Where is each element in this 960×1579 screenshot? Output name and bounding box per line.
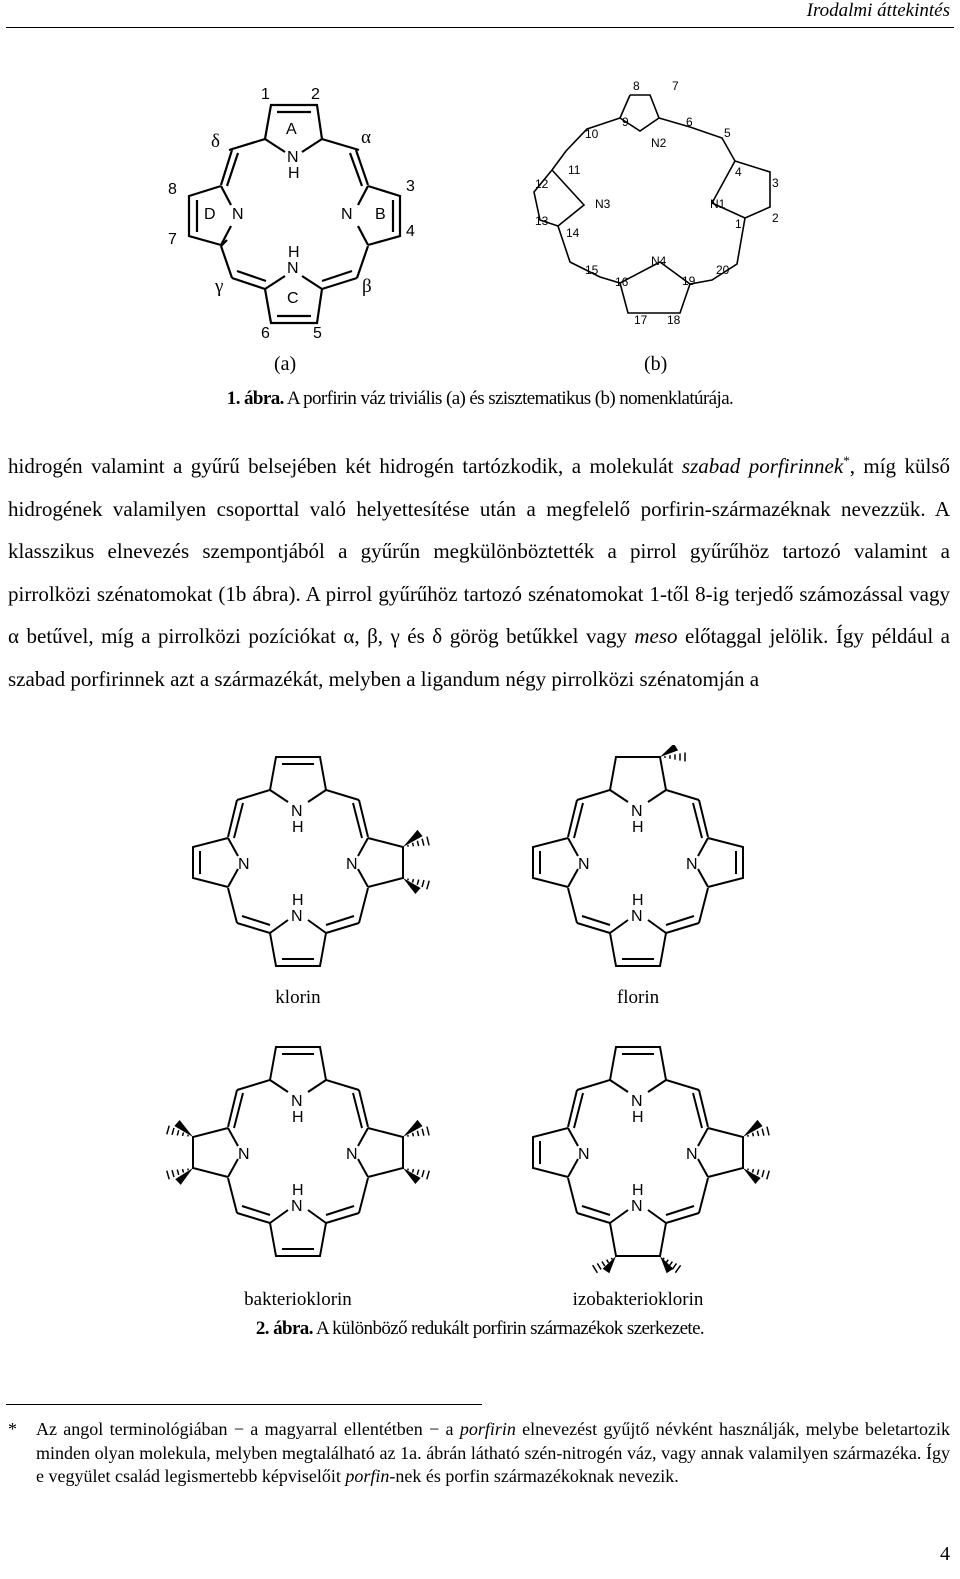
h-atom: H — [288, 244, 300, 261]
n-atom: N — [631, 1093, 643, 1110]
sys-number: 15 — [585, 263, 599, 277]
position-number: 7 — [168, 231, 177, 248]
n-atom: N — [238, 1146, 250, 1163]
n-atom: N — [232, 206, 244, 223]
greek-alpha: α — [361, 127, 371, 148]
figure-2-caption-num: 2. ábra. — [255, 1318, 313, 1339]
h-atom: H — [292, 892, 304, 909]
greek-delta: δ — [211, 131, 220, 152]
figure-label-a: (a) — [274, 353, 297, 375]
sys-number: 9 — [622, 115, 629, 129]
header-title: Irodalmi áttekintés — [806, 0, 950, 21]
sys-number: 3 — [772, 176, 779, 190]
reduced-porphyrin-structure — [533, 1047, 769, 1310]
ring-letter-d: D — [204, 206, 216, 223]
position-number: 4 — [406, 223, 415, 240]
n-atom: N — [631, 803, 643, 820]
structure-name-label: florin — [616, 987, 660, 1008]
position-number: 1 — [261, 86, 270, 103]
position-number: 2 — [311, 86, 320, 103]
n4-label: N4 — [651, 254, 667, 268]
sys-number: 13 — [535, 214, 549, 228]
h-atom: H — [292, 819, 304, 836]
position-number: 8 — [168, 181, 177, 198]
n1-label: N1 — [710, 197, 726, 211]
sys-number: 7 — [672, 79, 679, 93]
ring-letter-c: C — [287, 290, 299, 307]
figure-1-caption-text: A porfirin váz triviális (a) és szisztematikus (b) nomenklatúrája. — [283, 388, 734, 409]
n-atom: N — [346, 856, 358, 873]
sys-number: 17 — [634, 313, 648, 327]
porphyrin-systematic-diagram — [534, 95, 770, 313]
position-number: 5 — [313, 325, 322, 342]
greek-beta: β — [362, 276, 372, 297]
n-atom: N — [686, 856, 698, 873]
footnote-mark: * — [8, 1419, 17, 1439]
n-atom: N — [631, 1198, 643, 1215]
figure-1-caption — [0, 388, 960, 410]
structure-name-label: klorin — [275, 987, 321, 1008]
h-atom: H — [292, 1182, 304, 1199]
h-atom: H — [632, 819, 644, 836]
greek-gamma: γ — [215, 276, 224, 297]
n2-label: N2 — [651, 136, 667, 150]
h-atom: H — [632, 1182, 644, 1199]
position-number: 6 — [261, 325, 270, 342]
sys-number: 6 — [686, 115, 693, 129]
h-atom: H — [632, 892, 644, 909]
n-atom: N — [287, 260, 299, 277]
body-text-2: , míg külső hidrogének valamilyen csoporttal való helyettesítése után a megfelelő porfirin-származéknak nevezzük. A klasszikus elnevezés szempontjából a gyűrűn megkülönböztették a pirrol gyűrűhöz tartozó valamint a pirrolközi szénatomokat (1b ábra). A pirrol gyűrűhöz tartozó szénatomokat 1-től 8-ig terjedő számozással vagy α betűvel, míg a pirrolközi pozíciókat α, β, γ és δ görög betűkkel vagy — [8, 454, 950, 648]
sys-number: 20 — [716, 263, 730, 277]
page-number: 4 — [940, 1543, 950, 1565]
h-atom: H — [292, 1109, 304, 1126]
n-atom: N — [291, 803, 303, 820]
ring-letter-a: A — [286, 121, 297, 138]
footnote-text-3: -nek és porfin származékoknak nevezik. — [389, 1466, 679, 1486]
sys-number: 4 — [735, 165, 742, 179]
figure-1 — [0, 0, 960, 420]
n-atom: N — [291, 1198, 303, 1215]
n-atom: N — [631, 908, 643, 925]
sys-number: 16 — [615, 275, 629, 289]
footnote-text-2: elnevezést gyűjtő névként használják, melybe beletartozik minden olyan molekula, melyben megtalálható az 1a. ábrán látható szén-nitrogén váz, vagy annak valamilyen származéka. Így e vegyület család legismertebb képviselőit — [36, 1419, 950, 1486]
figure-1-caption-num: 1. ábra. — [226, 388, 284, 409]
position-number: 3 — [406, 178, 415, 195]
sys-number: 5 — [724, 126, 731, 140]
n3-label: N3 — [595, 197, 611, 211]
sys-number: 10 — [585, 127, 599, 141]
sys-number: 19 — [682, 274, 696, 288]
body-italic-term: szabad porfirinnek — [681, 454, 844, 478]
n-atom: N — [686, 1146, 698, 1163]
footnote-italic-2: porfin — [345, 1466, 390, 1486]
body-text-1: hidrogén valamint a gyűrű belsejében két hidrogén tartózkodik, a molekulát — [8, 454, 682, 478]
n-atom: N — [287, 149, 299, 166]
n-atom: N — [578, 1146, 590, 1163]
figure-2-caption-text: A különböző redukált porfirin származékok szerkezete. — [312, 1318, 705, 1339]
body-paragraph — [8, 440, 950, 700]
footnote-ref: * — [843, 453, 850, 468]
body-italic-meso: meso — [634, 624, 678, 648]
sys-number: 12 — [535, 177, 549, 191]
figure-2-caption — [0, 1318, 960, 1340]
sys-number: 8 — [633, 79, 640, 93]
structure-name-label: izobakterioklorin — [572, 1289, 704, 1310]
ring-letter-b: B — [375, 206, 386, 223]
footnote-text-1: Az angol terminológiában − a magyarral ellentétben − a — [36, 1419, 460, 1439]
sys-number: 18 — [667, 313, 681, 327]
body-text-3: előtaggal jelölik. Így például a szabad porfirinnek azt a származékát, melyben a ligandum négy pirrolközi szénatomján a — [8, 624, 951, 691]
reduced-porphyrin-structure — [533, 745, 743, 1008]
h-atom: H — [632, 1109, 644, 1126]
sys-number: 2 — [772, 211, 779, 225]
footnote — [8, 1418, 950, 1489]
reduced-porphyrin-structure — [167, 1047, 429, 1310]
figure-2 — [0, 745, 960, 1345]
n-atom: N — [341, 206, 353, 223]
n-atom: N — [238, 856, 250, 873]
n-atom: N — [346, 1146, 358, 1163]
figure-label-b: (b) — [644, 353, 668, 375]
reduced-porphyrin-structure — [193, 757, 429, 1008]
sys-number: 1 — [735, 217, 742, 231]
n-atom: N — [578, 856, 590, 873]
n-atom: N — [291, 1093, 303, 1110]
footnote-rule — [6, 1404, 482, 1405]
n-atom: N — [291, 908, 303, 925]
h-atom: H — [288, 165, 300, 182]
footnote-italic-1: porfirin — [459, 1419, 516, 1439]
sys-number: 11 — [568, 163, 581, 177]
structure-name-label: bakterioklorin — [244, 1289, 352, 1310]
sys-number: 14 — [566, 226, 580, 240]
